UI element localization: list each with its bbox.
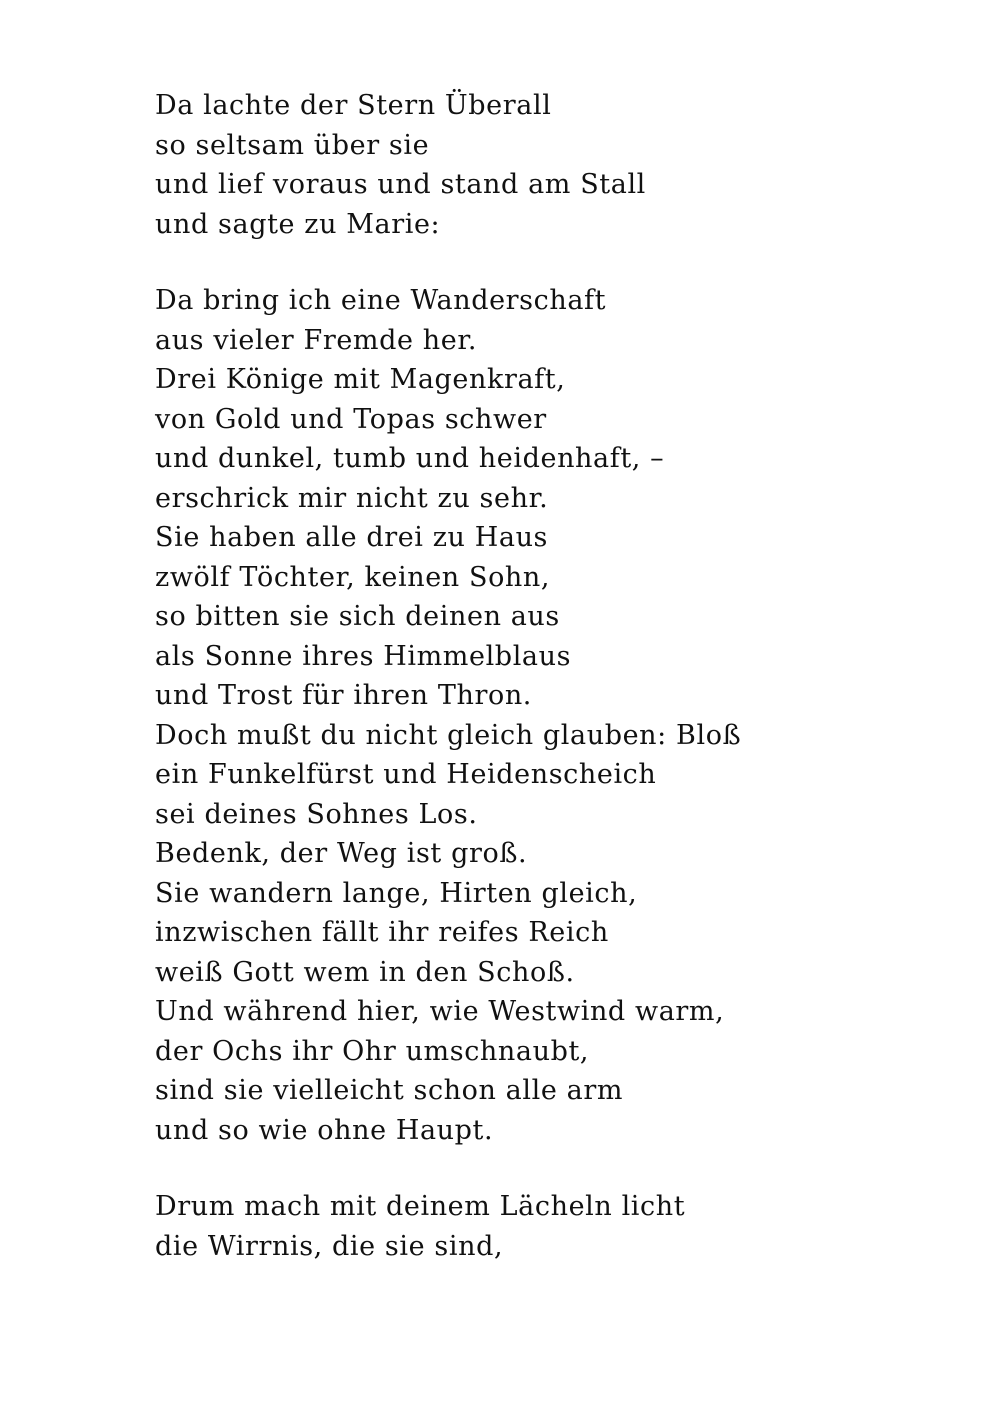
poem-line: zwölf Töchter, keinen Sohn, [155, 561, 551, 593]
poem-line: der Ochs ihr Ohr umschnaubt, [155, 1035, 590, 1067]
poem-line: und so wie ohne Haupt. [155, 1114, 494, 1146]
poem-line: und Trost für ihren Thron. [155, 680, 532, 711]
stanza-1 [155, 86, 955, 244]
poem-line: und sagte zu Marie: [155, 208, 441, 240]
poem-line: Doch mußt du nicht gleich glauben: Bloß [155, 719, 742, 751]
poem-line: als Sonne ihres Himmelblaus [155, 640, 572, 672]
poem-line: weiß Gott wem in den Schoß. [155, 956, 575, 988]
poem-line: so bitten sie sich deinen aus [155, 601, 560, 632]
poem-line: inzwischen fällt ihr reifes Reich [155, 917, 609, 948]
stanza-2 [155, 281, 955, 1150]
poem-text [155, 86, 955, 1266]
poem-line: Sie wandern lange, Hirten gleich, [155, 877, 638, 909]
poem-line: und lief voraus und stand am Stall [155, 169, 646, 200]
poem-line: Sie haben alle drei zu Haus [155, 522, 549, 553]
poem-line: so seltsam über sie [155, 129, 430, 161]
poem-line: Drei Könige mit Magenkraft, [155, 364, 566, 395]
stanza-3 [155, 1187, 955, 1266]
poem-line: Da bring ich eine Wanderschaft [155, 285, 607, 316]
poem-line: von Gold und Topas schwer [155, 403, 547, 435]
poem-line: ein Funkelfürst und Heidenscheich [155, 759, 657, 790]
poem-line: erschrick mir nicht zu sehr. [155, 482, 549, 514]
poem-line: sind sie vielleicht schon alle arm [155, 1075, 624, 1106]
poem-line: Bedenk, der Weg ist groß. [155, 838, 528, 869]
poem-line: Da lachte der Stern Überall [155, 90, 552, 121]
poem-line: sei deines Sohnes Los. [155, 798, 478, 830]
poem-line: Und während hier, wie Westwind warm, [155, 996, 725, 1027]
poem-line: aus vieler Fremde her. [155, 324, 478, 356]
poem-line: und dunkel, tumb und heidenhaft, – [155, 443, 665, 474]
poem-line: Drum mach mit deinem Lächeln licht [155, 1191, 686, 1222]
poem-line: die Wirrnis, die sie sind, [155, 1230, 504, 1262]
